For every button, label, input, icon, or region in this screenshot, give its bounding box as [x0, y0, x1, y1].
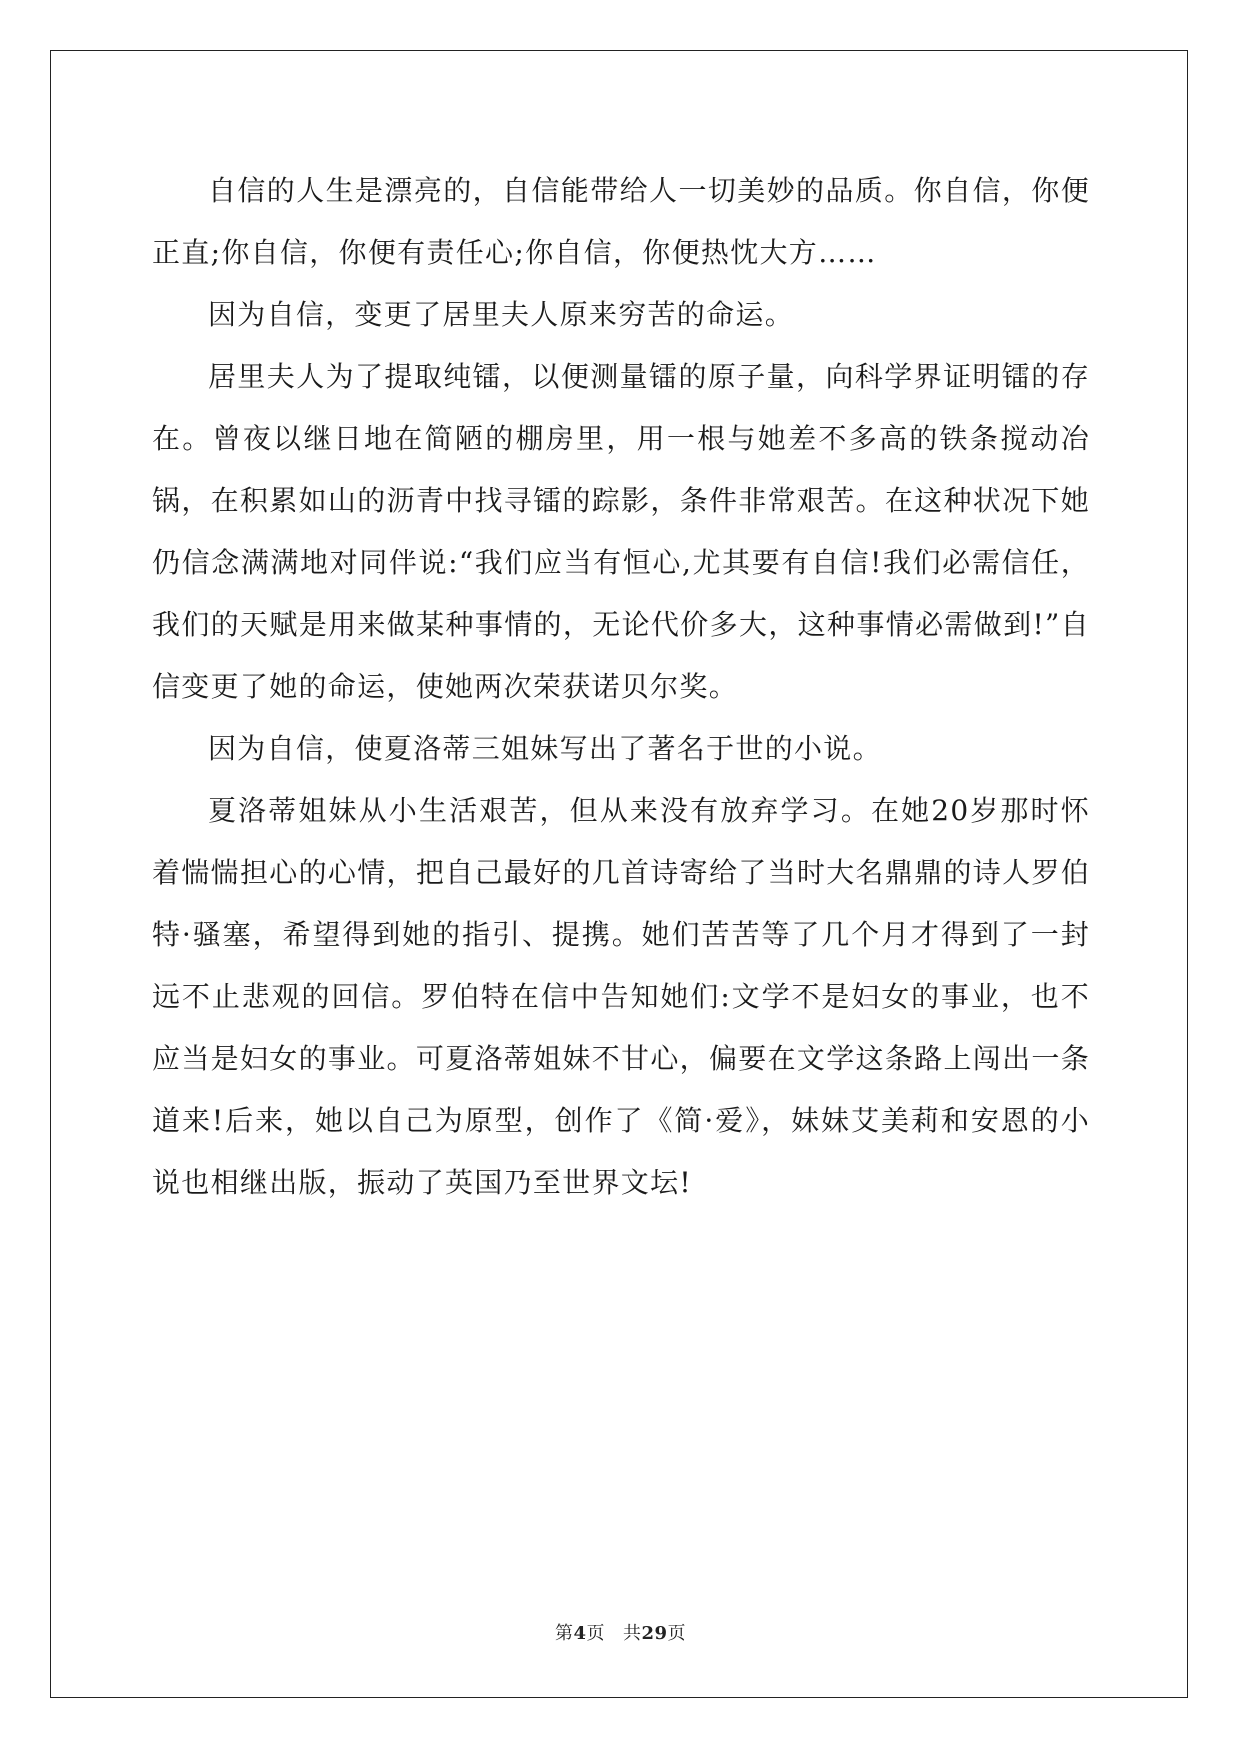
paragraph: 夏洛蒂姐妹从小生活艰苦，但从来没有放弃学习。在她20岁那时怀着惴惴担心的心情，把自己最好的几首诗寄给了当时大名鼎鼎的诗人罗伯特·骚塞，希望得到她的指引、提携。她们苦苦等了几个月才得到了一封远不止悲观的回信。罗伯特在信中告知她们:文学不是妇女的事业，也不应当是妇女的事业。可夏洛蒂姐妹不甘心，偏要在文学这条路上闯出一条道来!后来，她以自己为原型，创作了《简·爱》，妹妹艾美莉和安恩的小说也相继出版，振动了英国乃至世界文坛!	[152, 794, 1090, 1199]
total-pages: 29	[641, 1623, 668, 1644]
page-number: 4	[573, 1623, 587, 1644]
paragraph: 因为自信，变更了居里夫人原来穷苦的命运。	[208, 298, 795, 331]
page-number-suffix: 页	[586, 1623, 605, 1644]
total-pages-prefix: 共	[622, 1623, 642, 1644]
total-pages-suffix: 页	[667, 1623, 687, 1644]
paragraph: 因为自信，使夏洛蒂三姐妹写出了著名于世的小说。	[208, 732, 882, 765]
page-footer	[0, 1619, 1241, 1645]
paragraph: 居里夫人为了提取纯镭，以便测量镭的原子量，向科学界证明镭的存在。曾夜以继日地在简陋的棚房里，用一根与她差不多高的铁条搅动冶锅，在积累如山的沥青中找寻镭的踪影，条件非常艰苦。在这种状况下她仍信念满满地对同伴说:“我们应当有恒心,尤其要有自信!我们必需信任，我们的天赋是用来做某种事情的，无论代价多大，这种事情必需做到!”自信变更了她的命运，使她两次荣获诺贝尔奖。	[152, 360, 1090, 703]
document-body	[152, 160, 1090, 1214]
paragraph: 自信的人生是漂亮的，自信能带给人一切美妙的品质。你自信，你便正直;你自信，你便有责任心;你自信，你便热忱大方……	[152, 174, 1090, 269]
page-number-prefix: 第	[554, 1623, 574, 1644]
